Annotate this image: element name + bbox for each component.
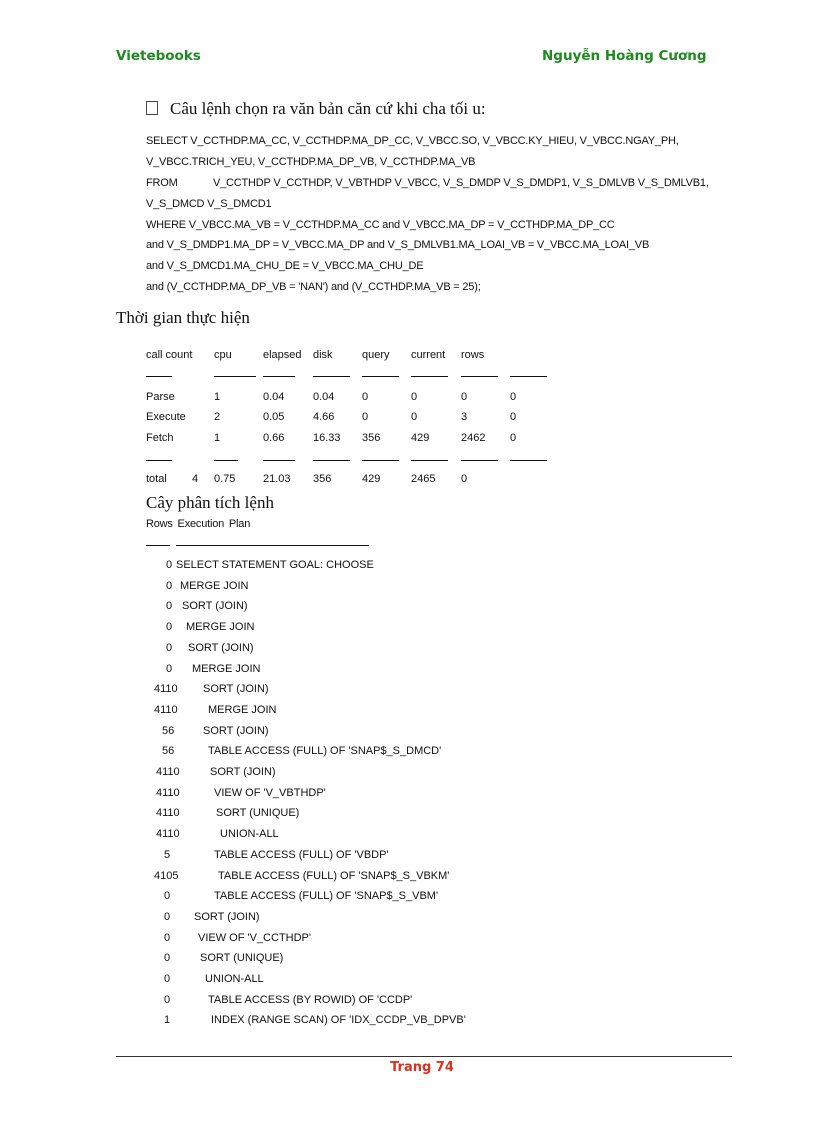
header-left: Vietebooks <box>116 48 201 64</box>
sql-line: V_S_DMCD V_S_DMCD1 <box>146 198 272 210</box>
plan-operation: VIEW OF 'V_CCTHDP' <box>198 931 311 944</box>
table-cell: 0.04 <box>313 391 335 403</box>
table-cell: 0 <box>510 391 517 403</box>
plan-operation: TABLE ACCESS (FULL) OF 'VBDP' <box>214 848 389 861</box>
table-cell: 1 <box>214 391 221 403</box>
sql-line: and (V_CCTHDP.MA_DP_VB = 'NAN') and (V_CCTHDP.MA_VB = 25); <box>146 281 481 293</box>
separator-dash <box>362 376 399 377</box>
table-cell: 0 <box>411 391 418 403</box>
sql-line-from: FROM <box>146 177 178 189</box>
table-cell: 4.66 <box>313 411 335 423</box>
plan-row-count: 56 <box>162 745 175 758</box>
table-cell: 1 <box>214 432 221 444</box>
separator-dash <box>461 376 498 377</box>
plan-operation: TABLE ACCESS (FULL) OF 'SNAP$_S_VBKM' <box>218 869 450 882</box>
plan-operation: SORT (JOIN) <box>194 910 260 923</box>
table-cell: 0.04 <box>263 391 285 403</box>
column-header: current <box>411 349 446 361</box>
plan-row-count: 0 <box>164 910 171 923</box>
table-cell: 0 <box>461 391 468 403</box>
section2-title: Thời gian thực hiện <box>116 308 250 327</box>
table-total-cell: total <box>146 473 167 485</box>
separator-dash <box>146 376 172 377</box>
plan-row-count: 0 <box>164 890 171 903</box>
plan-operation: SORT (JOIN) <box>210 766 276 778</box>
table-total-cell: 2465 <box>411 473 436 485</box>
table-cell: 0 <box>510 432 517 444</box>
plan-operation: INDEX (RANGE SCAN) OF 'IDX_CCDP_VB_DPVB' <box>211 1014 466 1027</box>
plan-operation: TABLE ACCESS (FULL) OF 'SNAP$_S_VBM' <box>214 890 439 903</box>
table-total-cell: 429 <box>362 473 381 485</box>
separator-dash <box>510 376 547 377</box>
plan-operation: SORT (JOIN) <box>188 641 254 654</box>
plan-operation: SELECT STATEMENT GOAL: CHOOSE <box>176 559 374 571</box>
plan-row-count: 0 <box>166 621 173 634</box>
table-cell: 0 <box>362 391 369 403</box>
plan-operation: MERGE JOIN <box>192 662 261 675</box>
column-header: cpu <box>214 349 232 361</box>
plan-separator <box>146 545 170 546</box>
table-cell: 3 <box>461 411 468 423</box>
separator-dash <box>411 460 448 461</box>
page-footer <box>0 1060 816 1075</box>
table-cell: 0.05 <box>263 411 285 423</box>
plan-operation: VIEW OF 'V_VBTHDP' <box>214 786 326 799</box>
table-cell: 0 <box>510 411 517 423</box>
separator-dash <box>411 376 448 377</box>
sql-line: V_VBCC.TRICH_YEU, V_CCTHDP.MA_DP_VB, V_CCTHDP.MA_VB <box>146 156 476 168</box>
table-total-cell: 4 <box>192 473 199 485</box>
section1-title: Câu lệnh chọn ra văn bản căn cứ khi cha tối u: <box>170 99 486 118</box>
plan-operation: MERGE JOIN <box>186 621 255 634</box>
column-header: rows <box>461 349 485 361</box>
plan-row-count: 56 <box>162 724 175 737</box>
table-cell: Execute <box>146 411 186 423</box>
table-cell: 2 <box>214 411 221 423</box>
plan-operation: MERGE JOIN <box>208 703 277 716</box>
separator-dash <box>362 460 399 461</box>
sql-line: SELECT V_CCTHDP.MA_CC, V_CCTHDP.MA_DP_CC, V_VBCC.SO, V_VBCC.KY_HIEU, V_VBCC.NGAY_PH, <box>146 135 679 147</box>
plan-row-count: 0 <box>164 952 171 965</box>
sql-line: and V_S_DMCD1.MA_CHU_DE = V_VBCC.MA_CHU_DE <box>146 260 424 272</box>
page-number: Trang 74 <box>390 1060 454 1075</box>
plan-operation: TABLE ACCESS (BY ROWID) OF 'CCDP' <box>208 993 413 1006</box>
table-cell: 0.66 <box>263 432 285 444</box>
plan-separator <box>176 545 369 546</box>
section3-title: Cây phân tích lệnh <box>146 493 274 512</box>
plan-row-count: 0 <box>166 579 173 592</box>
plan-row-count: 0 <box>166 600 173 613</box>
table-cell: Fetch <box>146 432 174 444</box>
column-header: query <box>362 349 390 361</box>
plan-row-count: 4110 <box>156 807 180 820</box>
header-right: Nguyễn Hoàng Cương <box>542 48 707 64</box>
table-total-cell: 356 <box>313 473 332 485</box>
separator-dash <box>313 460 350 461</box>
plan-row-count: 4110 <box>156 828 180 841</box>
plan-row-count: 0 <box>164 973 171 985</box>
plan-row-count: 4110 <box>156 786 180 799</box>
plan-operation: SORT (UNIQUE) <box>216 807 300 820</box>
separator-dash <box>214 460 238 461</box>
table-cell: 2462 <box>461 432 486 444</box>
plan-operation: SORT (JOIN) <box>203 683 269 696</box>
table-cell: 0 <box>362 411 369 423</box>
plan-row-count: 4110 <box>154 703 178 716</box>
plan-operation: SORT (UNIQUE) <box>200 952 284 965</box>
column-header: disk <box>313 349 333 361</box>
plan-columns: Rows Execution Plan <box>146 518 251 530</box>
plan-row-count: 4110 <box>154 683 178 696</box>
plan-row-count: 0 <box>166 662 173 675</box>
plan-row-count: 4110 <box>156 766 180 778</box>
table-total-cell: 0.75 <box>214 473 236 485</box>
sql-line: WHERE V_VBCC.MA_VB = V_CCTHDP.MA_CC and V_VBCC.MA_DP = V_CCTHDP.MA_DP_CC <box>146 219 615 231</box>
plan-row-count: 0 <box>164 931 171 944</box>
footer-rule <box>116 1056 732 1057</box>
plan-row-count: 0 <box>164 993 171 1006</box>
plan-row-count: 1 <box>164 1014 171 1027</box>
table-cell: 429 <box>411 432 430 444</box>
plan-operation: UNION-ALL <box>205 973 264 985</box>
table-total-cell: 21.03 <box>263 473 291 485</box>
sql-line: and V_S_DMDP1.MA_DP = V_VBCC.MA_DP and V_S_DMLVB1.MA_LOAI_VB = V_VBCC.MA_LOAI_VB <box>146 239 650 251</box>
plan-row-count: 5 <box>164 848 171 861</box>
table-cell: 16.33 <box>313 432 341 444</box>
table-cell: Parse <box>146 391 175 403</box>
plan-operation: TABLE ACCESS (FULL) OF 'SNAP$_S_DMCD' <box>208 745 442 758</box>
plan-row-count: 0 <box>166 641 173 654</box>
plan-row-count: 0 <box>166 559 173 571</box>
separator-dash <box>263 376 295 377</box>
table-total-cell: 0 <box>461 473 468 485</box>
table-cell: 0 <box>411 411 418 423</box>
plan-operation: MERGE JOIN <box>180 579 249 592</box>
separator-dash <box>263 460 295 461</box>
separator-dash <box>313 376 350 377</box>
column-header: call count <box>146 349 193 361</box>
separator-dash <box>146 460 172 461</box>
plan-operation: SORT (JOIN) <box>203 724 269 737</box>
separator-dash <box>510 460 547 461</box>
plan-operation: SORT (JOIN) <box>182 600 248 613</box>
plan-operation: UNION-ALL <box>220 828 279 841</box>
sql-from-tables: V_CCTHDP V_CCTHDP, V_VBTHDP V_VBCC, V_S_DMDP V_S_DMDP1, V_S_DMLVB V_S_DMLVB1, <box>213 177 709 189</box>
bullet-square-icon <box>146 101 158 115</box>
separator-dash <box>461 460 498 461</box>
table-cell: 356 <box>362 432 381 444</box>
separator-dash <box>214 376 256 377</box>
plan-row-count: 4105 <box>154 869 179 882</box>
column-header: elapsed <box>263 349 302 361</box>
section1-heading <box>146 99 486 119</box>
